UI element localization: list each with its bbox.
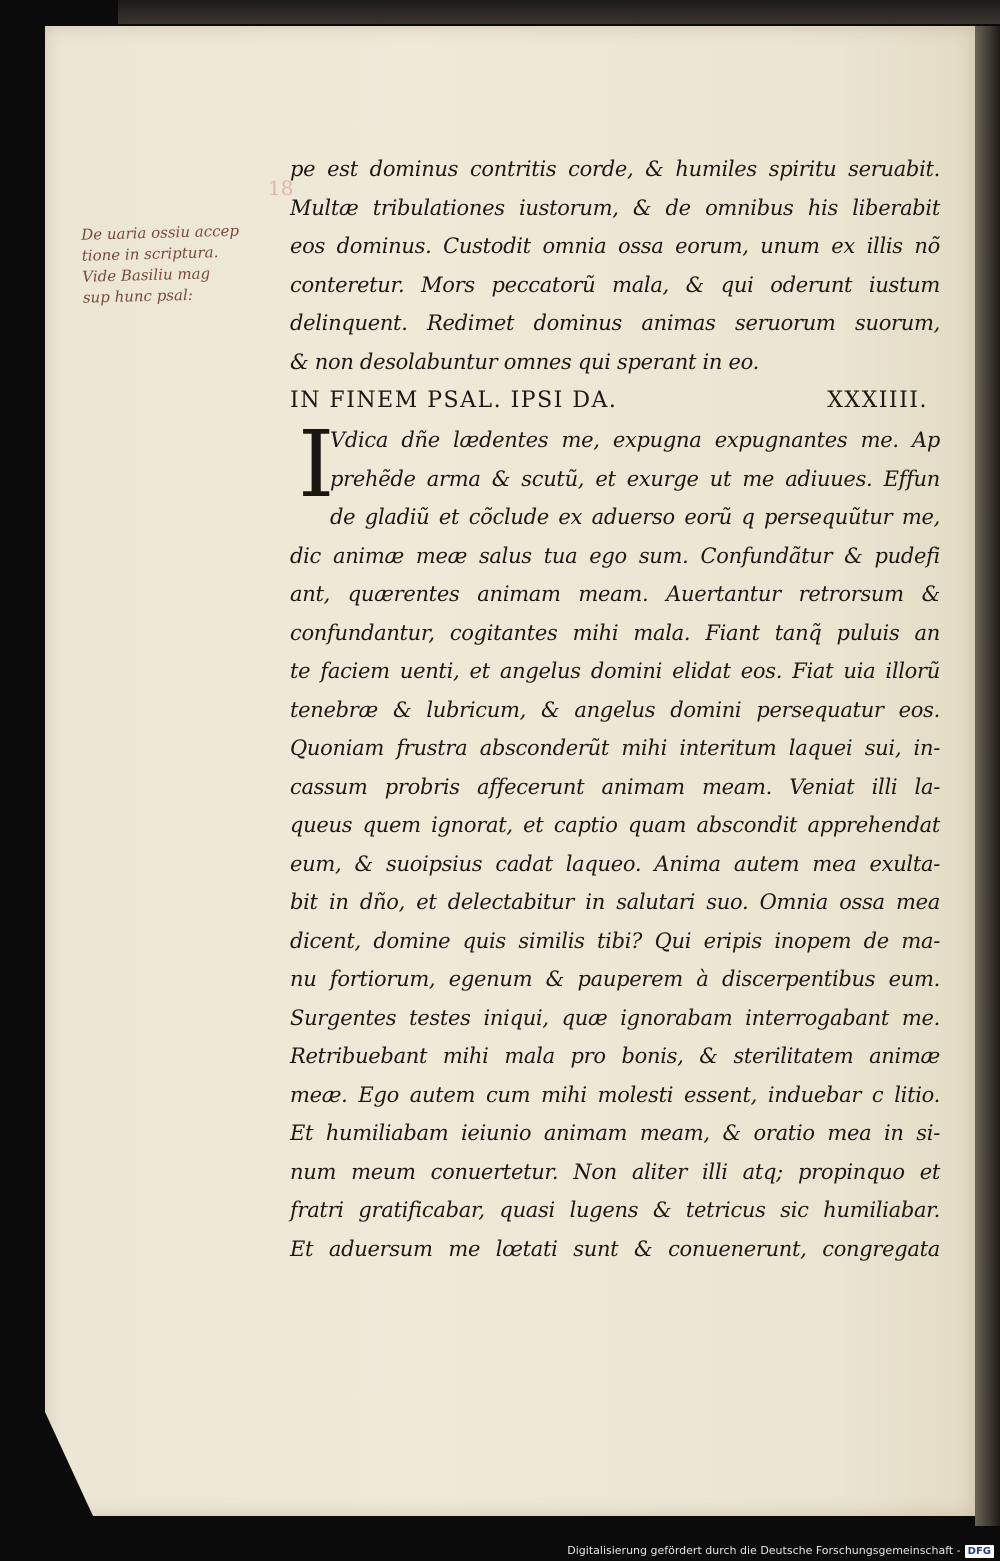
faint-page-stamp: 18: [268, 176, 294, 200]
drop-cap-initial: I: [298, 411, 335, 518]
text-line: dic animæ meæ salus tua ego sum. Confundãtur & pudefi: [290, 543, 940, 568]
text-line: delinquent. Redimet dominus animas seruorum suorum,: [290, 311, 940, 335]
psalm-body: [290, 411, 940, 1268]
text-line: te faciem uenti, et angelus domini elidat eos. Fiat uia illorũ: [290, 659, 940, 683]
text-line: prehẽde arma & scutũ, et exurge ut me adiuues. Effun: [330, 466, 940, 491]
text-line: Retribuebant mihi mala pro bonis, & sterilitatem animæ: [290, 1044, 940, 1068]
marginal-note-line: De uaria ossiu accep: [80, 221, 240, 244]
text-line: eum, & suoipsius cadat laqueo. Anima autem mea exulta-: [290, 851, 940, 876]
handwritten-marginal-note: [81, 219, 293, 308]
psalm-number: XXXIIII.: [827, 388, 928, 413]
text-line: pe est dominus contritis corde, & humiles spiritu seruabit.: [290, 157, 940, 181]
marginal-note-line: Vide Basiliu mag: [82, 264, 211, 286]
text-line: Et aduersum me lœtati sunt & conuenerunt, congregata: [290, 1236, 940, 1261]
text-line: nu fortiorum, egenum & pauperem à discerpentibus eum.: [290, 967, 940, 991]
text-line: num meum conuertetur. Non aliter illi atq; propinquo et: [290, 1159, 940, 1184]
text-line: cassum probris affecerunt animam meam. Veniat illi la-: [290, 774, 940, 799]
text-line: confundantur, cogitantes mihi mala. Fiant tanq̃ puluis an: [290, 620, 940, 645]
marginal-note-line: tione in scriptura.: [81, 243, 219, 265]
background-edge: [118, 0, 1000, 24]
text-line: & non desolabuntur omnes qui sperant in eo.: [290, 349, 759, 374]
text-line: Surgentes testes iniqui, quæ ignorabam interrogabant me.: [290, 1005, 940, 1030]
psalm-text-block: [290, 150, 940, 1268]
text-line: de gladiũ et cõclude ex aduerso eorũ q persequũtur me,: [330, 505, 940, 529]
marginal-note-line: sup hunc psal:: [82, 285, 194, 307]
text-line: tenebræ & lubricum, & angelus domini persequatur eos.: [290, 697, 940, 722]
text-line: queus quem ignorat, et captio quam abscondit apprehendat: [290, 813, 940, 837]
text-line: eos dominus. Custodit omnia ossa eorum, unum ex illis nõ: [290, 234, 940, 258]
text-line: meæ. Ego autem cum mihi molesti essent, induebar c litio.: [290, 1082, 940, 1107]
text-line: Quoniam frustra absconderũt mihi interitum laquei sui, in-: [290, 736, 940, 760]
text-line: dicent, domine quis similis tibi? Qui eripis inopem de ma-: [290, 928, 940, 953]
psalm-heading: [290, 381, 940, 421]
text-line: fratri gratificabar, quasi lugens & tetricus sic humiliabar.: [290, 1198, 940, 1222]
page-corner-fold: [45, 1412, 93, 1516]
text-line: conteretur. Mors peccatorũ mala, & qui oderunt iustum: [290, 272, 940, 297]
text-line: ant, quærentes animam meam. Auertantur retrorsum &: [290, 582, 940, 606]
digitization-credit: [567, 1544, 994, 1558]
psalm-heading-title: IN FINEM PSAL. IPSI DA.: [290, 388, 618, 413]
credit-text: Digitalisierung gefördert durch die Deutsche Forschungsgemeinschaft -: [567, 1544, 961, 1557]
text-line: Vdica dñe lædentes me, expugna expugnantes me. Ap: [330, 428, 940, 452]
page-gutter-shadow: [975, 26, 1000, 1526]
text-line: bit in dño, et delectabitur in salutari suo. Omnia ossa mea: [290, 890, 940, 914]
text-line: Multæ tribulationes iustorum, & de omnibus his liberabit: [290, 195, 940, 220]
dfg-logo: DFG: [965, 1545, 994, 1558]
text-line: Et humiliabam ieiunio animam meam, & oratio mea in si-: [290, 1121, 940, 1145]
